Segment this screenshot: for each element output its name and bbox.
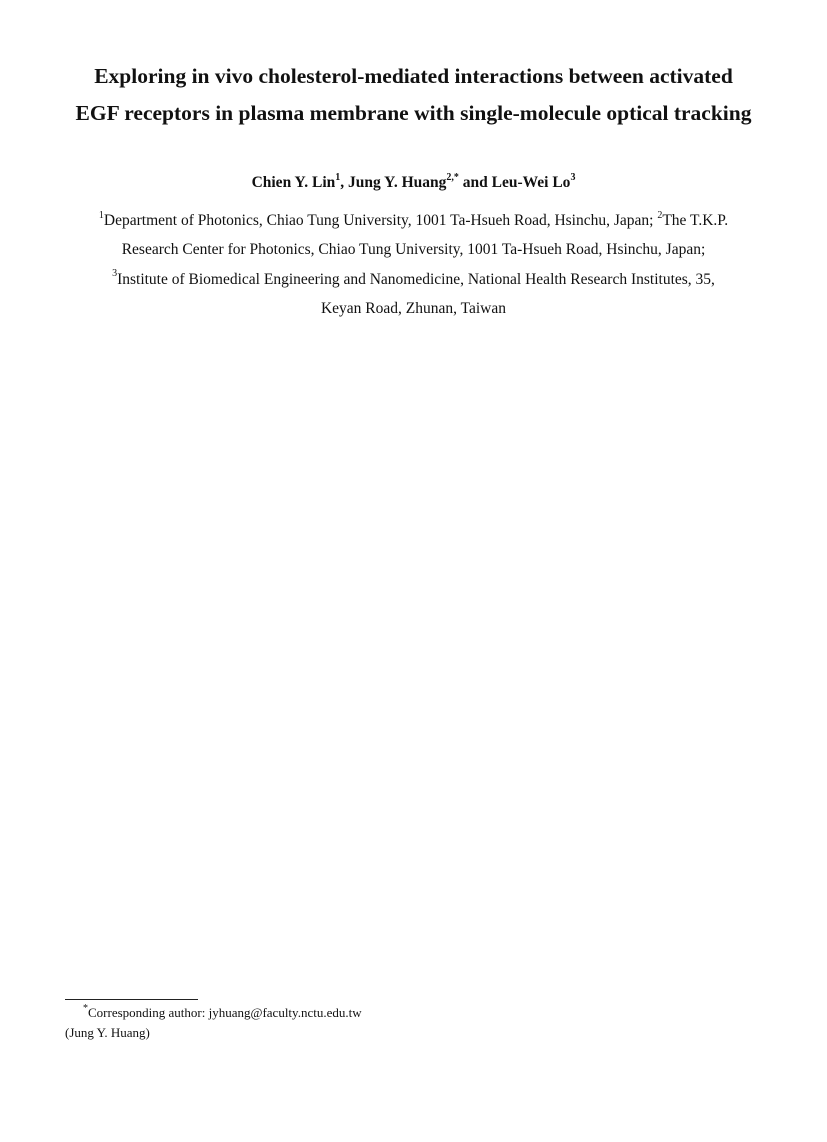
affiliation-line-2: Research Center for Photonics, Chiao Tung University, 1001 Ta-Hsueh Road, Hsinchu, Japan; <box>121 241 706 259</box>
title-line-1: Exploring in vivo cholesterol-mediated interactions between activated <box>94 64 733 88</box>
affiliation-mark: 3 <box>112 268 118 280</box>
author-name: Leu-Wei Lo <box>491 174 571 191</box>
author-name: Jung Y. Huang <box>348 174 447 191</box>
author-affiliation-mark: 2,* <box>446 171 459 183</box>
affiliation-mark: 2 <box>657 209 663 221</box>
affiliation-text: The T.K.P. <box>662 212 729 229</box>
footnote-text: Corresponding author: jyhuang@faculty.nctu.edu.tw <box>88 1005 362 1020</box>
footnote <box>65 1003 362 1043</box>
author-name: Chien Y. Lin <box>251 174 336 191</box>
affiliation-text: Department of Photonics, Chiao Tung University, 1001 Ta-Hsueh Road, Hsinchu, Japan; <box>103 212 658 229</box>
paper-title <box>40 58 787 132</box>
author-affiliation-mark: 3 <box>570 171 576 183</box>
affiliation-line-3 <box>40 265 787 294</box>
footnote-line-2: (Jung Y. Huang) <box>65 1025 150 1040</box>
author-separator: , <box>340 174 349 191</box>
footnote-rule <box>65 999 198 1000</box>
affiliation-mark: 1 <box>98 209 104 221</box>
author-affiliation-mark: 1 <box>335 171 341 183</box>
affiliation-line-4: Keyan Road, Zhunan, Taiwan <box>320 299 506 317</box>
author-separator: and <box>458 174 492 191</box>
footnote-mark: * <box>83 1002 88 1014</box>
affiliation-text: Institute of Biomedical Engineering and Nanomedicine, National Health Research Institutes, 35, <box>117 270 715 288</box>
affiliation-line-1 <box>40 206 787 235</box>
author-list <box>40 172 787 194</box>
footnote-line-1 <box>65 1003 362 1023</box>
title-line-2: EGF receptors in plasma membrane with single-molecule optical tracking <box>75 101 752 125</box>
affiliations <box>40 206 787 323</box>
